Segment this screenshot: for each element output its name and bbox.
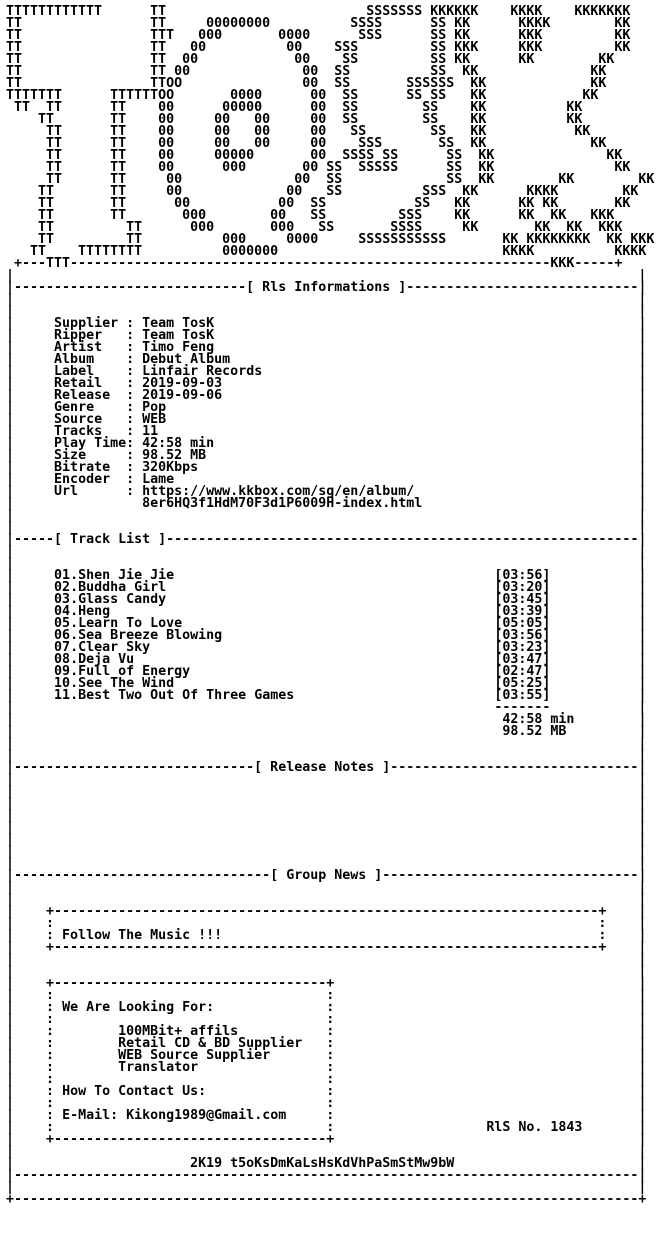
blank-line: | | [6,844,647,859]
info-row: | Supplier : Team TosK | [6,316,647,331]
logo-art-line: TT TT 000 000 SS SSSS KK KK KK KKK [6,220,623,235]
recruit-box-line: | : E-Mail: Kikong1989@Gmail.com : | [6,1108,647,1123]
track-length: 03:56 [502,628,543,643]
track-length: 03:39 [502,604,543,619]
track-number: 11 [54,688,71,703]
info-row: | Ripper : Team TosK | [6,328,647,343]
info-row: | Label : Linfair Records | [6,364,647,379]
blank-line: | | [6,772,647,787]
info-value: 2019-09-03 [142,376,223,391]
blank-line: | | [6,520,647,535]
logo-art-line: TT TT 00 00 SS SS KK KK [6,64,607,79]
track-number: 08 [54,652,71,667]
section-divider: |-----------------------------[ Rls Informations ]-----------------------------| [6,280,647,295]
recruit-item: 100MBit+ affils [118,1024,239,1039]
track-title: Glass Candy [78,592,167,607]
track-row: | 07.Clear Sky [03:23] | [6,640,647,655]
logo-art-line: TT TT 00000000 SSSS SS KK KKKK KK [6,16,631,31]
track-total-rule: | ------- | [6,700,647,715]
track-row: | 02.Buddha Girl [03:20] | [6,580,647,595]
blank-line: | | [6,952,647,967]
info-value: Team TosK [142,328,215,343]
info-row: | Bitrate : 320Kbps | [6,460,647,475]
section-divider: |-----[ Track List ]-----------------------------------------------------------| [6,532,647,547]
track-number: 07 [54,640,71,655]
info-value: 2019-09-06 [142,388,223,403]
recruit-box-line: | : 100MBit+ affils : | [6,1024,647,1039]
track-title: Learn To Love [78,616,183,631]
blank-line: | | [6,292,647,307]
recruit-title: We Are Looking For: [62,1000,215,1015]
blank-line: | | [6,556,647,571]
info-value: 42:58 min [142,436,215,451]
track-length: 03:47 [502,652,543,667]
track-title: Clear Sky [78,640,151,655]
logo-art-line: TT TT 00 00 SSS SS KKK KKK KK [6,40,631,55]
track-title: Shen Jie Jie [78,568,175,583]
footer-line: | 2K19 t5oKsDmKaLsHsKdVhPaSmStMw9bW | [6,1156,647,1171]
contact-email: E-Mail: Kikong1989@Gmail.com [62,1108,287,1123]
track-number: 09 [54,664,71,679]
info-row: | 8er6HQ3f1HdM70F3d1P6009H-index.html | [6,496,647,511]
info-label: Label [54,364,127,379]
recruit-item: WEB Source Supplier [118,1048,271,1063]
info-value: 11 [142,424,159,439]
logo-art-line: TT TT 00 00 SS SSS KK KKKK KK [6,184,639,199]
logo-art-line: TT TT 00 00 SS SS KK KK KK KK [6,196,631,211]
recruit-box-line: | : : | [6,1072,647,1087]
track-number: 04 [54,604,71,619]
logo-art-line: TTTTTTTTTTTT TT SSSSSSS KKKKKK KKKK KKKKKKK [6,4,631,19]
logo-art-line: TT TT 00 000 00 SS SSSSS SS KK KK [6,160,631,175]
frame-top: +---TTT------------------------------------------------------------KKK-----+ [6,256,623,271]
blank-line: | | [6,820,647,835]
info-value: Pop [142,400,167,415]
recruit-box-line: | : : | [6,988,647,1003]
blank-line: | | [6,748,647,763]
track-number: 02 [54,580,71,595]
blank-line: | | [6,736,647,751]
follow-box-top: | +--------------------------------------------------------------------+ | [6,904,647,919]
track-row: | 08.Deja Vu [03:47] | [6,652,647,667]
track-row: | 05.Learn To Love [05:05] | [6,616,647,631]
info-value: Team TosK [142,316,215,331]
track-number: 03 [54,592,71,607]
info-label: Encoder [54,472,127,487]
logo-art-line: TT TTTTTTTT 0000000 KKKK KKKK [6,244,647,259]
track-length: 03:20 [502,580,543,595]
track-row: | 03.Glass Candy [03:45] | [6,592,647,607]
total-time: 42:58 min [502,712,575,727]
track-row: | 01.Shen Jie Jie [03:56] | [6,568,647,583]
recruit-box-line: | : Retail CD & BD Supplier : | [6,1036,647,1051]
track-length: 03:56 [502,568,543,583]
track-length: 05:05 [502,616,543,631]
release-number: RlS No. 1843 [486,1120,583,1135]
section-divider: |--------------------------------[ Group News ]--------------------------------| [6,868,647,883]
recruit-box-top: | +----------------------------------+ | [6,976,647,991]
track-number: 06 [54,628,71,643]
recruit-box-bottom: | +----------------------------------+ | [6,1132,647,1147]
info-value: Debut Album [142,352,231,367]
blank-line: | | [6,892,647,907]
info-row: | Artist : Timo Feng | [6,340,647,355]
info-row: | Release : 2019-09-06 | [6,388,647,403]
logo-art-line: TT TT 00 00 00 00 SS SS KK KK [6,112,583,127]
info-value: 8er6HQ3f1HdM70F3d1P6009H-index.html [142,496,423,511]
info-label: Ripper [54,328,127,343]
info-label: Retail [54,376,127,391]
track-row: | 11.Best Two Out Of Three Games [03:55] | [6,688,647,703]
info-row: | Play Time: 42:58 min | [6,436,647,451]
section-title-news: [ Group News ] [270,868,383,883]
track-length: 03:55 [502,688,543,703]
blank-line: | | [6,544,647,559]
track-row: | 06.Sea Breeze Blowing [03:56] | [6,628,647,643]
blank-line: | | [6,1180,647,1195]
follow-box-line: | : : | [6,916,647,931]
logo-art-line: TT TT 000 0000 SSSSSSSSSSS KK KKKKKKKK KK KKK [6,232,655,247]
info-label: Size [54,448,127,463]
track-number: 01 [54,568,71,583]
logo-art-line: TT TTT 000 0000 SSS SS KK KKK KK [6,28,631,43]
logo-art-line: TT TT TT 00 00000 00 SS SS KK KK [6,100,583,115]
frame-rule: |------------------------------------------------------------------------------| [6,1168,647,1183]
total-size: 98.52 MB [502,724,567,739]
blank-line: | | [6,880,647,895]
recruit-box-line: | : : | [6,1096,647,1111]
section-title-tracklist: [ Track List ] [54,532,167,547]
section-title-info: [ Rls Informations ] [246,280,407,295]
info-value: Linfair Records [142,364,263,379]
blank-line: | | [6,964,647,979]
info-value: WEB [142,412,167,427]
info-value: Timo Feng [142,340,215,355]
info-row: | Url : https://www.kkbox.com/sg/en/album/ | [6,484,647,499]
info-value: https://www.kkbox.com/sg/en/album/ [142,484,415,499]
info-label: Album [54,352,127,367]
follow-box-bottom: | +--------------------------------------------------------------------+ | [6,940,647,955]
recruit-box-line: | : WEB Source Supplier : | [6,1048,647,1063]
recruit-item: Translator [118,1060,199,1075]
info-row: | Tracks : 11 | [6,424,647,439]
logo-art-line: TT TT 00 00 00 00 SS SS KK KK [6,124,591,139]
info-row: | Size : 98.52 MB | [6,448,647,463]
track-row: | 04.Heng [03:39] | [6,604,647,619]
track-total-time: | 42:58 min | [6,712,647,727]
section-title-notes: [ Release Notes ] [254,760,391,775]
recruit-item: Retail CD & BD Supplier [118,1036,303,1051]
info-row: | Album : Debut Album | [6,352,647,367]
track-title: Full of Energy [78,664,191,679]
track-total-size: | 98.52 MB | [6,724,647,739]
info-label: Url [54,484,127,499]
track-row: | 09.Full of Energy [02:47] | [6,664,647,679]
recruit-box-line: | : : RlS No. 1843 | [6,1120,647,1135]
section-divider: |------------------------------[ Release Notes ]-------------------------------| [6,760,647,775]
info-value: 320Kbps [142,460,199,475]
track-length: 02:47 [502,664,543,679]
footer-signature: 2K19 t5oKsDmKaLsHsKdVhPaSmStMw9bW [190,1156,455,1171]
track-row: | 10.See The Wind [05:25] | [6,676,647,691]
blank-line: | | [6,796,647,811]
recruit-box-line: | : : | [6,1012,647,1027]
blank-line: | | [6,304,647,319]
logo-art-line: TTTTTTT TTTTTTOO 0000 00 SS SS SS KK KK [6,88,599,103]
blank-line: | | [6,832,647,847]
contact-title: How To Contact Us: [62,1084,207,1099]
frame-bottom: +------------------------------------------------------------------------------+ [6,1192,647,1207]
track-title: Sea Breeze Blowing [78,628,223,643]
blank-line: | | [6,808,647,823]
track-title: Buddha Girl [78,580,167,595]
info-label: Release [54,388,127,403]
recruit-box-line: | : How To Contact Us: : | [6,1084,647,1099]
logo-art-line: TT TT 00 00 SS SS KK KK KK [6,52,615,67]
track-length: 03:45 [502,592,543,607]
info-row: | Retail : 2019-09-03 | [6,376,647,391]
info-label: Tracks [54,424,127,439]
blank-line: | | [6,268,647,283]
follow-box-line: | : Follow The Music !!! : | [6,928,647,943]
info-label: Play Time [54,436,127,451]
track-title: Heng [78,604,111,619]
logo-art-line: TT TT 00 00 00 00 SSS SS KK KK [6,136,607,151]
info-row: | Source : WEB | [6,412,647,427]
logo-art-line: TT TT 000 00 SS SSS KK KK KK KKK [6,208,615,223]
info-label: Genre [54,400,127,415]
info-row: | Genre : Pop | [6,400,647,415]
track-title: See The Wind [78,676,175,691]
info-row: | Encoder : Lame | [6,472,647,487]
info-value: 98.52 MB [142,448,207,463]
track-title: Best Two Out Of Three Games [78,688,295,703]
track-number: 05 [54,616,71,631]
recruit-box-line: | : Translator : | [6,1060,647,1075]
blank-line: | | [6,784,647,799]
logo-art-line: TT TT 00 00000 00 SSSS SS SS KK KK [6,148,623,163]
blank-line: | | [6,1144,647,1159]
info-label: Artist [54,340,127,355]
info-value: Lame [142,472,175,487]
logo-art-line: TT TT 00 00 SS SS KK KK KK [6,172,655,187]
blank-line: | | [6,856,647,871]
info-label: Source [54,412,127,427]
track-number: 10 [54,676,71,691]
track-length: 03:23 [502,640,543,655]
blank-line: | | [6,508,647,523]
track-title: Deja Vu [78,652,135,667]
track-length: 05:25 [502,676,543,691]
follow-text: Follow The Music !!! [62,928,223,943]
info-label: Supplier [54,316,127,331]
recruit-box-line: | : We Are Looking For: : | [6,1000,647,1015]
logo-art-line: TT TTOO 00 SS SSSSSS KK KK [6,76,607,91]
info-label: Bitrate [54,460,127,475]
